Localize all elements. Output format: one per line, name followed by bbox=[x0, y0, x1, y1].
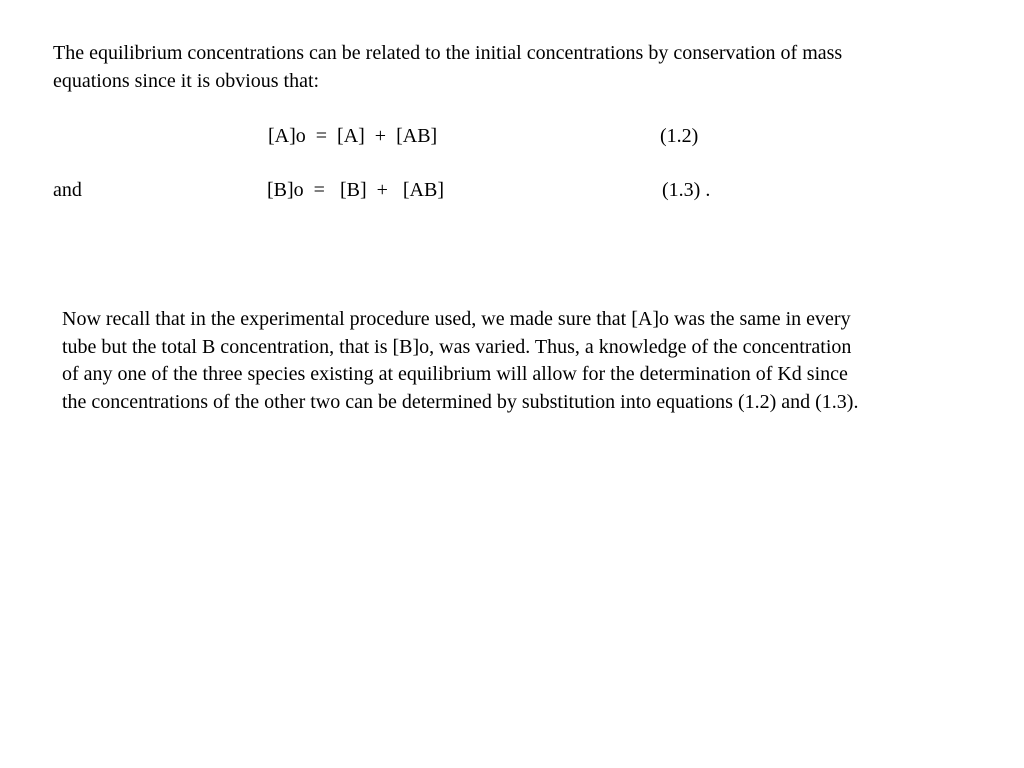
procedure-line-3: of any one of the three species existing at equilibrium will allow for the determination of Kd since bbox=[62, 363, 848, 385]
procedure-line-2: tube but the total B concentration, that is [B]o, was varied. Thus, a knowledge of the concentration bbox=[62, 335, 852, 358]
procedure-line-1: Now recall that in the experimental procedure used, we made sure that [A]o was the same in every bbox=[62, 308, 851, 330]
equation-1-number: (1.2) bbox=[660, 125, 699, 147]
equation-2-prefix: and bbox=[53, 179, 82, 201]
intro-paragraph bbox=[53, 40, 983, 95]
intro-line-1: The equilibrium concentrations can be related to the initial concentrations by conservation of mass bbox=[53, 42, 843, 64]
equation-2-expression: [B]o = [B] + [AB] bbox=[267, 179, 444, 201]
procedure-line-4: the concentrations of the other two can be determined by substitution into equations (1.2) and (1.3). bbox=[62, 390, 859, 413]
intro-line-2: equations since it is obvious that: bbox=[53, 69, 320, 92]
equation-1-expression: [A]o = [A] + [AB] bbox=[268, 125, 438, 147]
procedure-paragraph bbox=[62, 306, 1002, 416]
equation-2-number: (1.3) . bbox=[662, 179, 711, 201]
